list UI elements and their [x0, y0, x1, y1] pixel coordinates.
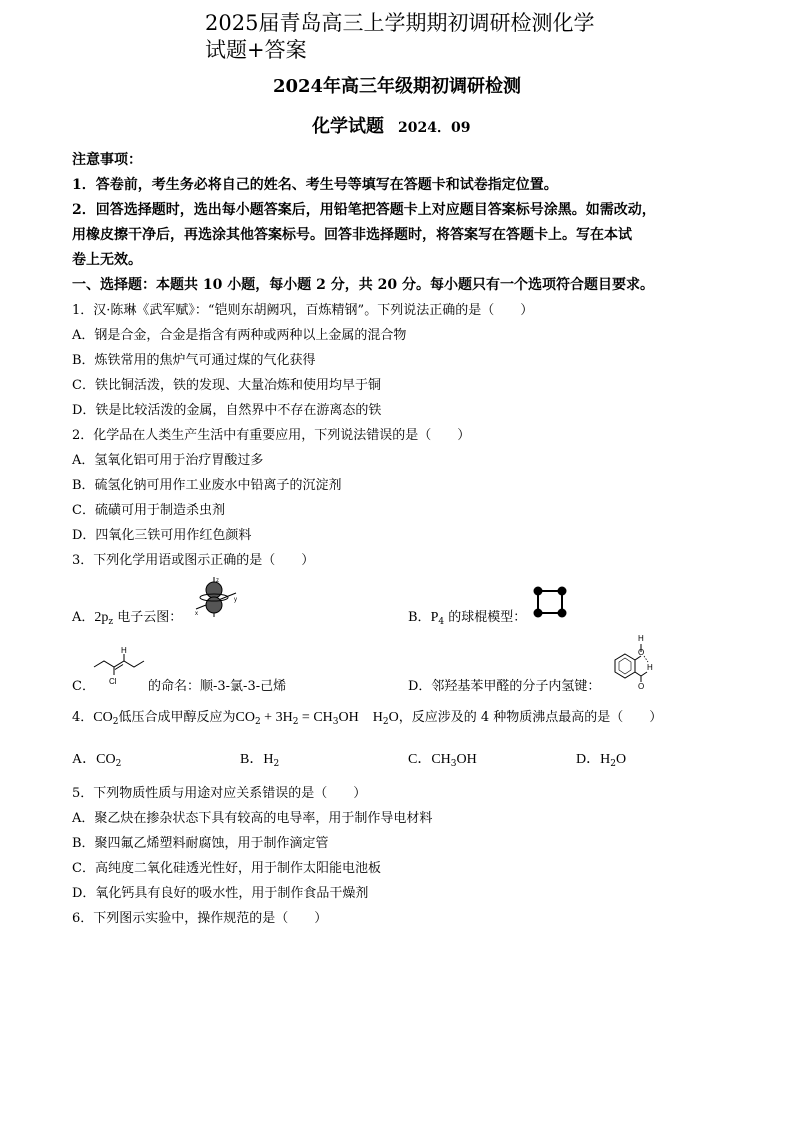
notice-heading: 注意事项： — [72, 152, 142, 168]
question-5-stem: 5．下列物质性质与用途对应关系错误的是（ ） — [72, 786, 367, 801]
section-heading: 一、选择题：本题共 10 小题，每小题 2 分，共 20 分。每小题只有一个选项符合题目要求。 — [72, 277, 654, 293]
question-6-stem: 6．下列图示实验中，操作规范的是（ ） — [72, 911, 328, 926]
subject-name: 化学试题 — [312, 116, 384, 137]
p4-formula: P — [430, 610, 439, 625]
question-1-stem: 1．汉·陈琳《武军赋》：“铠则东胡阙巩，百炼精钢”。下列说法正确的是（ ） — [72, 303, 534, 318]
exam-title: 2024年高三年级期初调研检测 — [272, 76, 522, 97]
hydroxybenzaldehyde-figure — [610, 630, 660, 690]
atom-o-label: O — [638, 682, 645, 690]
option-text: C．CH — [408, 752, 451, 767]
notice-line-1: 1．答卷前，考生务必将自己的姓名、考生号等填写在答题卡和试卷指定位置。 — [72, 177, 558, 193]
atom-h-label: H — [638, 634, 644, 643]
question-3-stem: 3．下列化学用语或图示正确的是（ ） — [72, 553, 315, 568]
axis-y-label: y — [234, 597, 237, 603]
option-text: O — [615, 752, 627, 767]
option-b-text: 的球棍模型： — [444, 610, 527, 625]
option-text: OH — [456, 752, 477, 767]
hexene-structure-figure — [92, 645, 150, 687]
question-1-option-d: D．铁是比较活泼的金属，自然界中不存在游离态的铁 — [72, 403, 382, 418]
question-3-option-c-text: 的命名：顺-3-氯-3-己烯 — [148, 679, 287, 694]
equation-part: + 3H — [260, 710, 293, 725]
equation-part: CO — [235, 710, 255, 725]
orbital-subscript: z — [108, 617, 114, 627]
document-title: 2025届青岛高三上学期期初调研检测化学试题+答案 — [205, 11, 595, 62]
stem-text: 低压合成甲醇反应为 — [118, 710, 236, 725]
atom-h-label: H — [647, 663, 653, 672]
notice-line-4: 卷上无效。 — [72, 252, 142, 268]
subscript: 2 — [610, 759, 616, 769]
question-2-stem: 2．化学品在人类生产生活中有重要应用，下列说法错误的是（ ） — [72, 428, 471, 443]
subject-title — [312, 112, 470, 138]
question-5-option-c: C．高纯度二氧化硅透光性好，用于制作太阳能电池板 — [72, 861, 381, 876]
orbital-formula: 2p — [94, 610, 109, 625]
option-text: A．CO — [72, 752, 116, 767]
axis-x-label: x — [195, 611, 198, 617]
electron-cloud-figure — [192, 575, 240, 619]
question-5-option-a: A．聚乙炔在掺杂状态下具有较高的电导率，用于制作导电材料 — [72, 811, 433, 826]
question-3-option-b — [408, 606, 526, 627]
atom-cl-label: Cl — [109, 677, 117, 686]
option-label: A． — [72, 610, 95, 625]
question-4-option-c — [408, 748, 477, 769]
axis-z-label: z — [216, 578, 219, 584]
option-a-text: 电子云图： — [113, 610, 183, 625]
p4-subscript: 4 — [438, 617, 445, 627]
equation-part: = CH — [298, 710, 333, 725]
option-text: D．H — [576, 752, 611, 767]
notice-line-3: 用橡皮擦干净后，再选涂其他答案标号。回答非选择题时，将答案写在答题卡上。写在本试 — [72, 227, 632, 243]
question-3-option-a — [72, 606, 182, 627]
subscript: 3 — [450, 759, 457, 769]
option-label: B． — [408, 610, 431, 625]
question-1-option-b: B．炼铁常用的焦炉气可通过煤的气化获得 — [72, 353, 316, 368]
subscript: 2 — [273, 759, 280, 769]
question-2-option-c: C．硫磺可用于制造杀虫剂 — [72, 503, 225, 518]
subscript: 2 — [382, 717, 389, 727]
equation-part: O — [388, 710, 399, 725]
notice-line-2: 2．回答选择题时，选出每小题答案后，用铅笔把答题卡上对应题目答案标号涂黑。如需改动， — [72, 202, 656, 218]
option-text: B．H — [240, 752, 274, 767]
question-4-stem — [72, 706, 662, 727]
subscript: 2 — [112, 717, 119, 727]
equation-part: OH H — [338, 710, 383, 725]
question-1-option-c: C．铁比铜活泼，铁的发现、大量冶炼和使用均早于铜 — [72, 378, 381, 393]
question-1-option-a: A．钢是合金，合金是指含有两种或两种以上金属的混合物 — [72, 328, 407, 343]
co2-formula: CO — [93, 710, 113, 725]
question-2-option-a: A．氢氧化铝可用于治疗胃酸过多 — [72, 453, 264, 468]
stem-text: ，反应涉及的 4 种物质沸点最高的是（ ） — [398, 710, 663, 725]
subscript: 2 — [115, 759, 122, 769]
question-5-option-d: D．氧化钙具有良好的吸水性，用于制作食品干燥剂 — [72, 886, 369, 901]
p4-ball-stick-figure — [532, 585, 568, 621]
exam-date: 2024．09 — [398, 120, 471, 136]
question-2-option-b: B．硫氢化钠可用作工业废水中铅离子的沉淀剂 — [72, 478, 342, 493]
question-3-option-c-label: C． — [72, 679, 95, 694]
subscript: 3 — [332, 717, 339, 727]
subscript: 2 — [292, 717, 299, 727]
question-5-option-b: B．聚四氟乙烯塑料耐腐蚀，用于制作滴定管 — [72, 836, 329, 851]
question-number: 4． — [72, 710, 94, 725]
question-3-option-d: D．邻羟基苯甲醛的分子内氢键： — [408, 679, 601, 694]
subscript: 2 — [254, 717, 261, 727]
question-2-option-d: D．四氧化三铁可用作红色颜料 — [72, 528, 252, 543]
question-4-option-d — [576, 748, 626, 769]
question-4-option-b — [240, 748, 279, 769]
question-4-option-a — [72, 748, 121, 769]
atom-o-label: O — [638, 648, 645, 657]
atom-h-label: H — [121, 646, 127, 655]
